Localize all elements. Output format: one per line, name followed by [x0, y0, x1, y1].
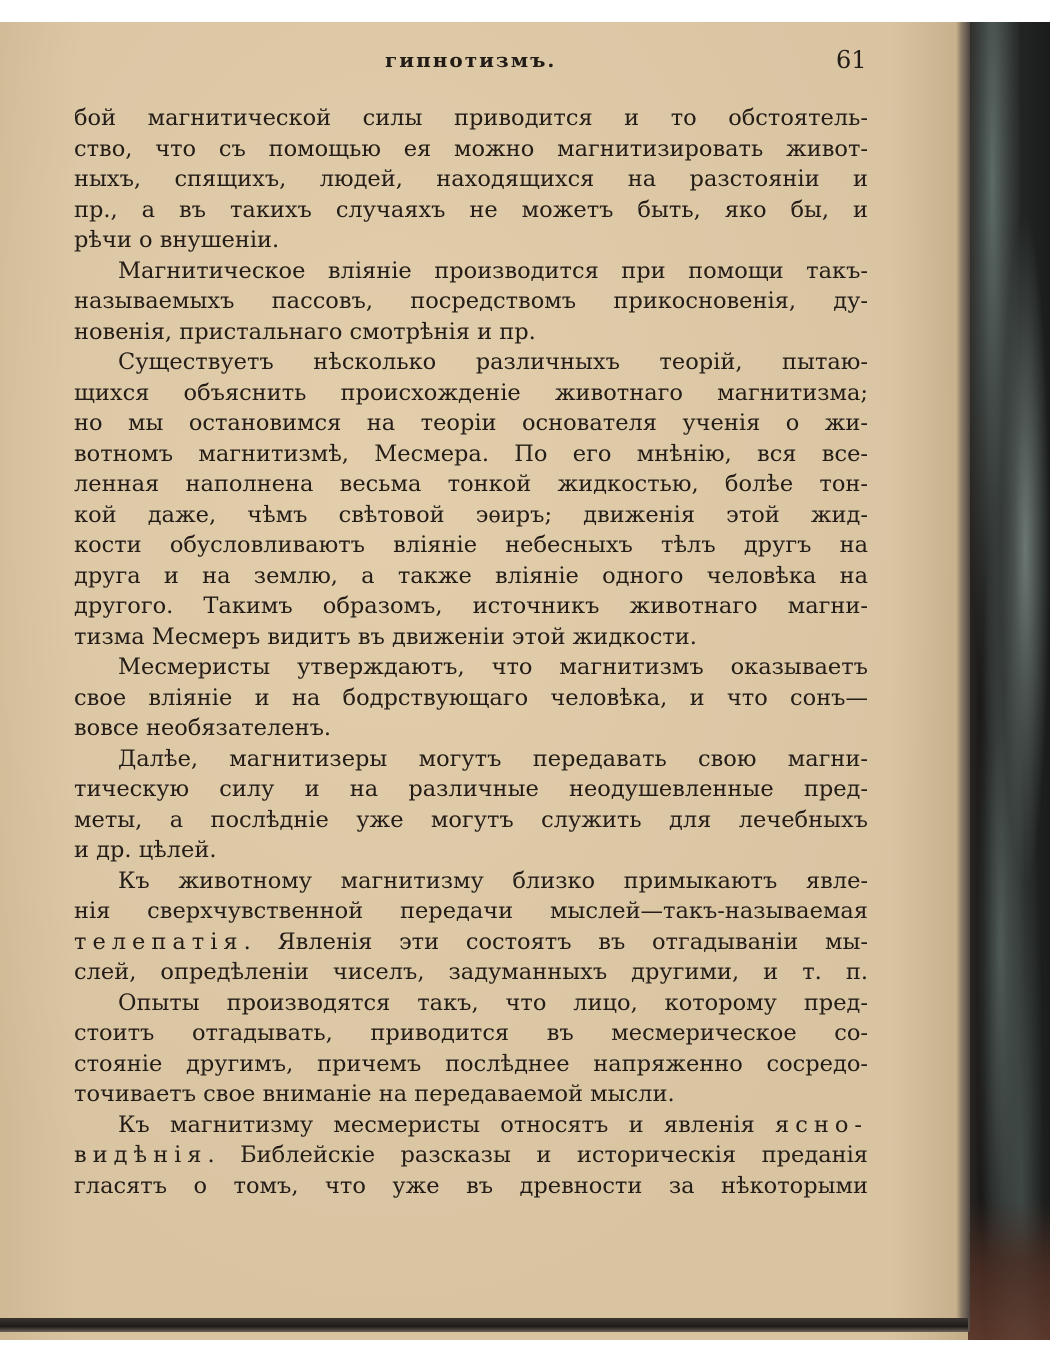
- text-line: щихся объяснить происхожденіе животнаго магнитизма;: [74, 379, 868, 406]
- text-line: новенія, пристальнаго смотрѣнія и пр.: [74, 318, 536, 345]
- book-cover-edge: [968, 1200, 1050, 1340]
- body-text: [74, 103, 868, 1201]
- text-line: рѣчи о внушеніи.: [74, 227, 280, 253]
- text-run: Къ магнитизму месмеристы относятъ и явленія: [118, 1111, 776, 1138]
- text-run: . Библейскіе разсказы и историческія преданія: [207, 1142, 868, 1168]
- page-right-edge: [956, 22, 970, 1332]
- text-line: тическую силу и на различные неодушевленные пред-: [74, 776, 868, 802]
- text-line: точиваетъ свое вниманіе на передаваемой мысли.: [74, 1081, 675, 1107]
- text-line: бой магнитической силы приводится и то обстоятель-: [74, 105, 868, 131]
- book-cover: [968, 22, 1050, 1340]
- text-line: ство, что съ помощью ея можно магнитизировать живот-: [74, 135, 868, 162]
- text-line: стоитъ отгадывать, приводится въ месмерическое со-: [74, 1020, 868, 1046]
- text-line: ленная наполнена весьма тонкой жидкостью, болѣе тон-: [74, 471, 868, 497]
- page-header: [0, 46, 968, 80]
- text-line: Опыты производятся такъ, что лицо, которому пред-: [118, 989, 868, 1016]
- text-line: пр., а въ такихъ случаяхъ не можетъ быть, яко бы, и: [74, 196, 868, 223]
- text-line: называемыхъ пассовъ, посредствомъ прикосновенія, ду-: [74, 288, 868, 314]
- text-line: слей, опредѣленіи чиселъ, задуманныхъ другими, и т. п.: [74, 959, 868, 985]
- text-line: вовсе необязателенъ.: [74, 715, 332, 741]
- text-line: Существуетъ нѣсколько различныхъ теорій, пытаю-: [118, 349, 868, 375]
- text-line: ныхъ, спящихъ, людей, находящихся на разстояніи и: [74, 166, 868, 192]
- text-line: стояніе другимъ, причемъ послѣднее напряженно сосредо-: [74, 1050, 868, 1077]
- text-line: [74, 1110, 868, 1141]
- text-line: нія сверхчувственной передачи мыслей—такъ-называемая: [74, 898, 868, 924]
- text-run: . Явленія эти состоятъ въ отгадываніи мы-: [243, 928, 868, 955]
- page-number: 61: [836, 46, 867, 74]
- text-line: меты, а послѣдніе уже могутъ служить для лечебныхъ: [74, 806, 868, 833]
- text-line: Далѣе, магнитизеры могутъ передавать свою магни-: [118, 745, 868, 772]
- spaced-emphasis: видѣнія: [74, 1142, 208, 1168]
- spaced-emphasis: ясно-: [775, 1111, 868, 1138]
- text-line: другого. Такимъ образомъ, источникъ животнаго магни-: [74, 593, 868, 619]
- text-line: друга и на землю, а также вліяніе одного человѣка на: [74, 562, 868, 589]
- text-line: [74, 927, 868, 958]
- page-bottom-edge: [0, 1318, 968, 1332]
- text-line: Месмеристы утверждаютъ, что магнитизмъ оказываетъ: [118, 654, 868, 680]
- text-line: кости обусловливаютъ вліяніе небесныхъ тѣлъ другъ на: [74, 532, 868, 558]
- text-line: Магнитическое вліяніе производится при помощи такъ-: [118, 257, 868, 284]
- running-title: гипнотизмъ.: [385, 48, 557, 72]
- text-line: тизма Месмеръ видитъ въ движеніи этой жидкости.: [74, 623, 697, 650]
- text-line: гласятъ о томъ, что уже въ древности за нѣкоторыми: [74, 1172, 868, 1199]
- text-line: и др. цѣлей.: [74, 837, 217, 863]
- text-line: свое вліяніе и на бодрствующаго человѣка, и что сонъ—: [74, 684, 868, 711]
- spaced-emphasis: телепатія: [74, 928, 244, 955]
- text-line: Къ животному магнитизму близко примыкаютъ явле-: [118, 867, 868, 894]
- text-line: кой даже, чѣмъ свѣтовой эѳиръ; движенія этой жид-: [74, 501, 868, 528]
- text-line: [74, 1140, 868, 1171]
- text-line: вотномъ магнитизмѣ, Месмера. По его мнѣнію, вся все-: [74, 440, 868, 467]
- text-line: но мы остановимся на теоріи основателя ученія о жи-: [74, 410, 868, 436]
